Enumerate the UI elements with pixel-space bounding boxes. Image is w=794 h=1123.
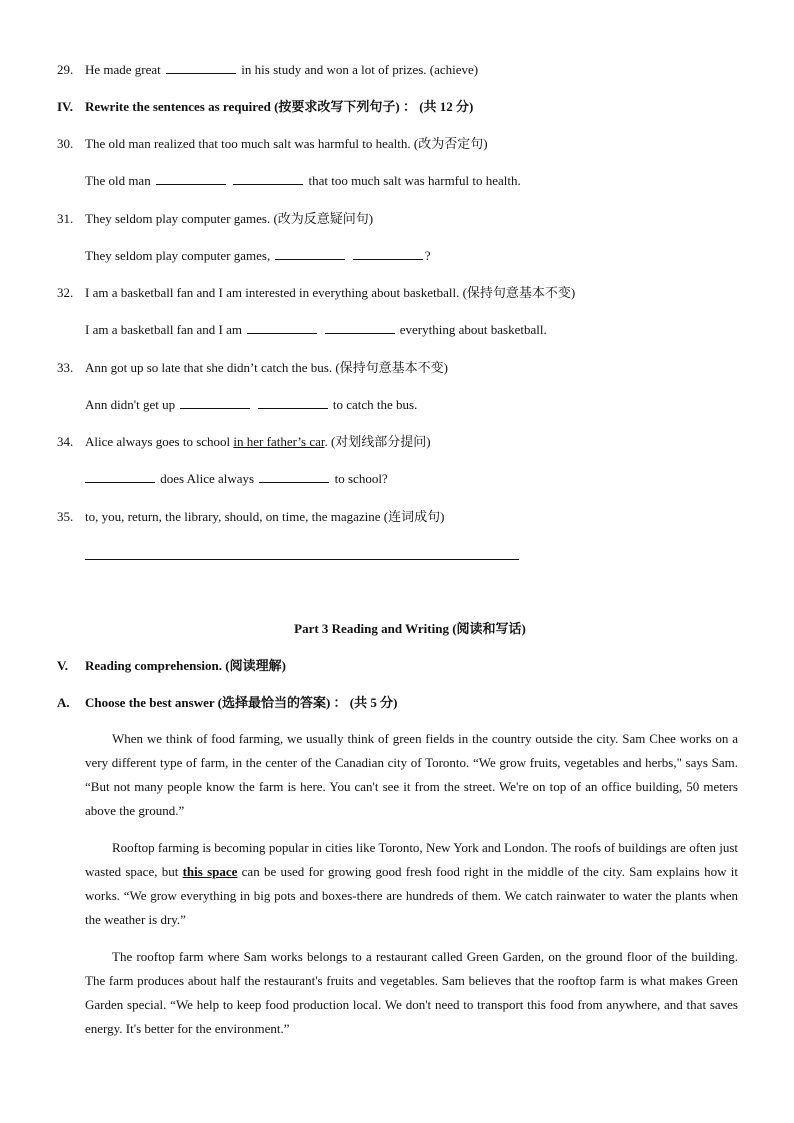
question-32-text: I am a basketball fan and I am interested in everything about basketball. (保持句意基本不变) <box>85 285 576 300</box>
highlighted-phrase: this space <box>182 864 238 879</box>
question-32-answer <box>85 322 547 338</box>
answer-text-end: that too much salt was harmful to health. <box>308 173 521 188</box>
question-31-number: 31. <box>57 211 74 226</box>
answer-text-middle: does Alice always <box>160 471 255 486</box>
paragraph-text-end: can be used for growing good fresh food right in the middle of the city. Sam explains how it works. “We grow everything in big pots and boxes-there are hundreds of them. We catch rainwater to water the plants when the weather is dry.” <box>85 864 738 927</box>
question-29-number: 29. <box>57 62 74 77</box>
question-34-text-start: Alice always goes to school <box>85 434 231 449</box>
question-33-number: 33. <box>57 360 74 375</box>
answer-blank[interactable] <box>85 471 155 483</box>
passage-paragraph-2 <box>85 836 738 932</box>
paragraph-text: When we think of food farming, we usually think of green fields in the country outside the city. Sam Chee works on a very different type of farm, in the center of the Canadian city of Toronto. “We grow fruits, vegetables and herbs," says Sam. “But not many people know the farm is here. You can't see it from the street. We're on top of an office building, 50 meters above the ground.” <box>85 731 738 818</box>
paragraph-text: The rooftop farm where Sam works belongs to a restaurant called Green Garden, on the ground floor of the building. The farm produces about half the restaurant's fruits and vegetables. Sam believes that the rooftop farm is what makes Green Garden special. “We help to keep food production local. We don't need to transport this food from anywhere, and that saves energy. It's better for the environment.” <box>85 949 738 1036</box>
answer-text-start: Ann didn't get up <box>85 397 176 412</box>
answer-blank[interactable] <box>180 397 250 409</box>
answer-blank[interactable] <box>166 62 236 74</box>
section-a-number: A. <box>57 695 70 710</box>
question-30-answer <box>85 173 521 189</box>
answer-blank[interactable] <box>156 173 226 185</box>
paragraph-text-start: Rooftop farming is becoming popular in cities like Toronto, New York and London. The roofs of buildings are often just wasted space, but <box>85 840 738 879</box>
question-31-answer <box>85 248 430 264</box>
section-a-title: Choose the best answer (选择最恰当的答案) ： (共 5 分) <box>85 695 398 710</box>
question-34-answer <box>85 471 388 487</box>
answer-text-end: everything about basketball. <box>399 322 547 337</box>
answer-blank[interactable] <box>258 397 328 409</box>
passage-paragraph-1 <box>85 727 738 823</box>
question-33-answer <box>85 397 417 413</box>
section-4-title: Rewrite the sentences as required (按要求改写下列句子) ： (共 12 分) <box>85 99 474 114</box>
question-34-text <box>85 434 431 450</box>
answer-text-start: I am a basketball fan and I am <box>85 322 243 337</box>
answer-blank[interactable] <box>275 248 345 260</box>
answer-blank[interactable] <box>247 322 317 334</box>
section-4-number: IV. <box>57 99 74 114</box>
answer-text-end: to school? <box>334 471 388 486</box>
answer-line[interactable] <box>85 559 519 560</box>
question-34-text-end: . (对划线部分提问) <box>324 434 431 449</box>
part-3-title: Part 3 Reading and Writing (阅读和写话) <box>294 621 526 636</box>
question-33-text: Ann got up so late that she didn’t catch the bus. (保持句意基本不变) <box>85 360 448 375</box>
paragraph-text <box>85 836 738 932</box>
section-5-title: Reading comprehension. (阅读理解) <box>85 658 286 673</box>
passage-paragraph-3 <box>85 945 738 1041</box>
answer-blank[interactable] <box>233 173 303 185</box>
question-35-text: to, you, return, the library, should, on time, the magazine (连词成句) <box>85 509 445 524</box>
question-29 <box>85 62 478 78</box>
question-29-text-start: He made great <box>85 62 161 77</box>
answer-text-end: to catch the bus. <box>332 397 418 412</box>
answer-blank[interactable] <box>259 471 329 483</box>
question-35-number: 35. <box>57 509 74 524</box>
answer-blank[interactable] <box>325 322 395 334</box>
answer-text-end: ? <box>424 248 431 263</box>
answer-blank[interactable] <box>353 248 423 260</box>
section-5-number: V. <box>57 658 68 673</box>
answer-text-start: The old man <box>85 173 151 188</box>
question-29-text-end: in his study and won a lot of prizes. (achieve) <box>241 62 479 77</box>
question-30-text: The old man realized that too much salt was harmful to health. (改为否定句) <box>85 136 488 151</box>
underlined-phrase: in her father’s car <box>233 434 325 449</box>
question-31-text: They seldom play computer games. (改为反意疑问句) <box>85 211 374 226</box>
question-30-number: 30. <box>57 136 74 151</box>
question-32-number: 32. <box>57 285 74 300</box>
question-34-number: 34. <box>57 434 74 449</box>
answer-text-start: They seldom play computer games, <box>85 248 271 263</box>
